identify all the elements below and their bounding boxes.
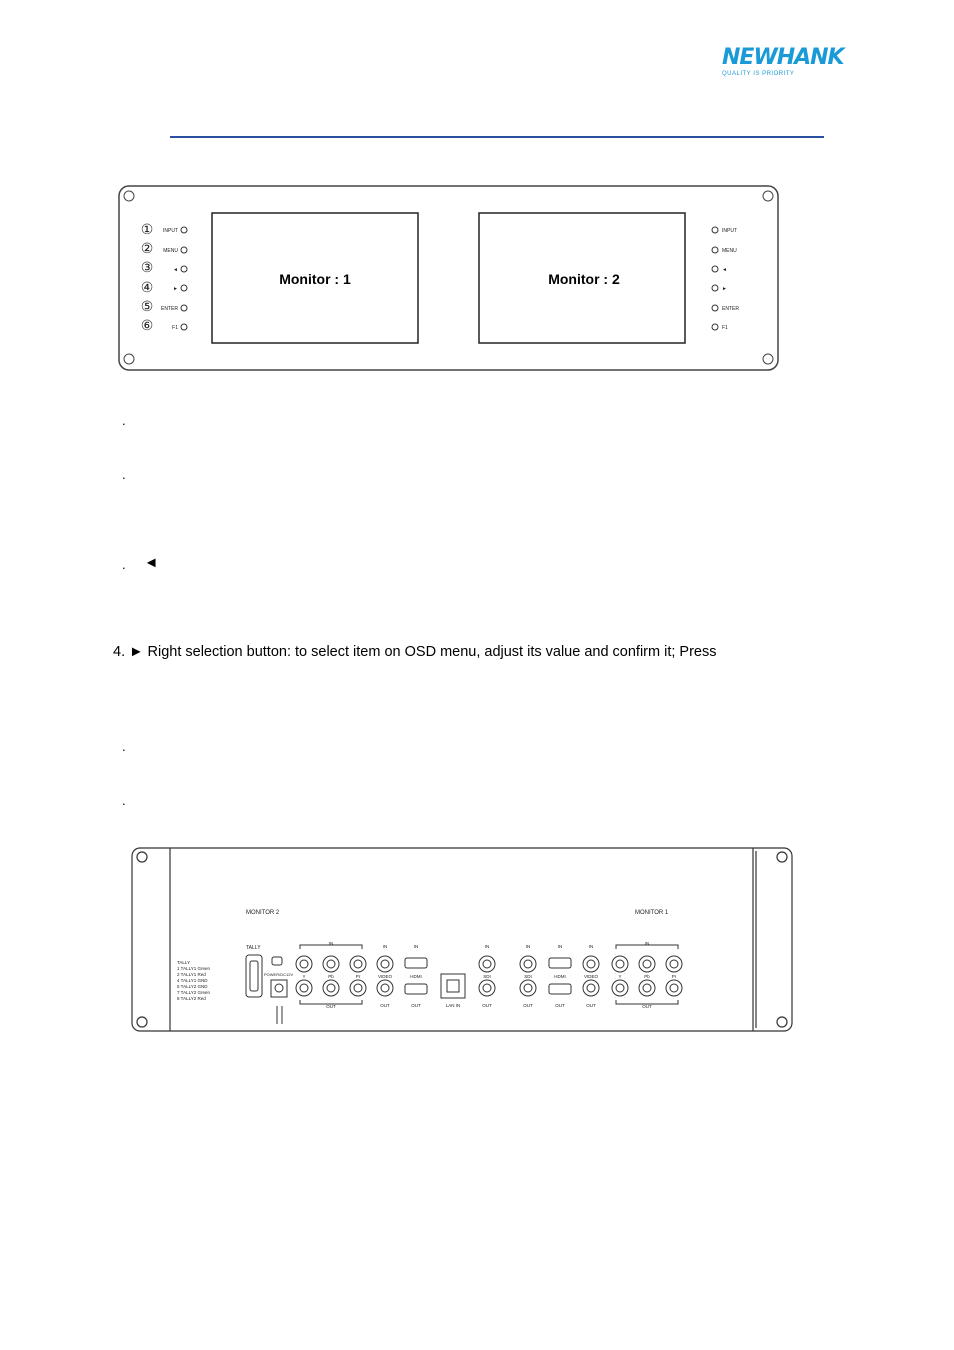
button-label: INPUT: [722, 228, 737, 234]
button-number: ④: [140, 279, 154, 295]
port-label: LAN IN: [445, 1003, 461, 1008]
port-label: OUT: [586, 1003, 596, 1008]
port-label: IN: [382, 944, 388, 949]
hdmi-port: [549, 984, 571, 994]
button-label: F1: [172, 325, 178, 331]
tally-pin: 5 TALLY2 GND: [177, 984, 208, 989]
port-label: IN: [484, 944, 490, 949]
list-item-3-arrow: ◄: [144, 555, 159, 571]
bnc-connector: [639, 956, 655, 972]
port-label: Pb: [644, 974, 650, 979]
rear-panel-outline: [132, 848, 792, 1031]
tally-pin: TALLY: [177, 960, 191, 965]
port-label: IN: [588, 944, 594, 949]
button-label: INPUT: [163, 228, 178, 234]
port-label: OUT: [482, 1003, 492, 1008]
list-item-3-marker: .: [122, 557, 126, 572]
port-label: SDI: [524, 974, 532, 979]
port-label: HDMI: [554, 974, 566, 979]
tally-pin: 7 TALLY2 Green: [177, 990, 211, 995]
list-item-2-marker: .: [122, 467, 126, 482]
button-label: ►: [722, 286, 727, 292]
bnc-connector: [583, 980, 599, 996]
button-label: ►: [173, 286, 178, 292]
bnc-connector: [520, 956, 536, 972]
power-label: POWER/DC12V: [264, 972, 294, 977]
bnc-connector: [639, 980, 655, 996]
button-label: ENTER: [161, 306, 178, 312]
port-label: SDI: [483, 974, 491, 979]
rear-monitor2-label: MONITOR 2: [246, 910, 280, 916]
port-label: IN: [413, 944, 419, 949]
bnc-connector: [350, 980, 366, 996]
port-label: OUT: [555, 1003, 565, 1008]
bnc-connector: [296, 980, 312, 996]
bnc-connector: [479, 980, 495, 996]
port-label: Y: [618, 974, 622, 979]
bnc-connector: [520, 980, 536, 996]
port-label: OUT: [523, 1003, 533, 1008]
button-label: ◄: [173, 267, 178, 273]
tally-pin: 8 TALLY2 Red: [177, 996, 206, 1001]
button-label: F1: [722, 325, 728, 331]
bnc-connector: [666, 956, 682, 972]
port-label: IN: [525, 944, 531, 949]
tally-connector-label: TALLY: [246, 945, 261, 951]
bnc-connector: [479, 956, 495, 972]
monitor1-label: Monitor : 1: [279, 271, 351, 287]
list-item-5-marker: .: [122, 739, 126, 754]
power-connector: [271, 980, 287, 997]
port-label: Pb: [328, 974, 334, 979]
port-label: HDMI: [410, 974, 422, 979]
port-label: OUT: [411, 1003, 421, 1008]
button-number: ③: [140, 259, 154, 275]
monitor2-label: Monitor : 2: [548, 271, 620, 287]
bnc-connector: [666, 980, 682, 996]
mount-hole: [137, 852, 147, 862]
bnc-connector: [296, 956, 312, 972]
tally-pin: 4 TALLY1 GND: [177, 978, 208, 983]
list-item-6-marker: .: [122, 793, 126, 808]
mount-hole: [777, 1017, 787, 1027]
port-label: IN: [644, 941, 650, 946]
bnc-connector: [612, 956, 628, 972]
logo-text: NEWHANK: [722, 45, 844, 70]
mount-hole: [137, 1017, 147, 1027]
port-label: Pr: [355, 974, 361, 979]
button-number: ⑤: [140, 298, 154, 314]
lan-port: [441, 974, 465, 998]
logo-tagline: QUALITY IS PRIORITY: [722, 71, 795, 77]
port-label: VIDEO: [377, 974, 393, 979]
button-label: MENU: [163, 248, 178, 254]
bnc-connector: [377, 980, 393, 996]
bnc-connector: [323, 956, 339, 972]
tally-pin: 1 TALLY1 Green: [177, 966, 211, 971]
button-number: ⑥: [140, 317, 154, 333]
port-label: VIDEO: [583, 974, 599, 979]
port-label: Pr: [671, 974, 677, 979]
button-label: ◄: [722, 267, 727, 273]
usb-port: [272, 957, 282, 965]
port-label: OUT: [326, 1004, 336, 1009]
mount-hole: [777, 852, 787, 862]
button-number: ②: [140, 240, 154, 256]
bnc-connector: [323, 980, 339, 996]
list-item-4-text: 4. ► Right selection button: to select item on OSD menu, adjust its value and confirm it; Press: [113, 644, 717, 660]
tally-pin: 2 TALLY1 Red: [177, 972, 206, 977]
button-label: MENU: [722, 248, 737, 254]
bnc-connector: [583, 956, 599, 972]
button-number: ①: [140, 221, 154, 237]
hdmi-port: [405, 958, 427, 968]
list-item-1-marker: .: [122, 413, 126, 428]
bnc-connector: [350, 956, 366, 972]
rear-monitor1-label: MONITOR 1: [635, 910, 669, 916]
hdmi-port: [549, 958, 571, 968]
port-label: IN: [557, 944, 563, 949]
bnc-connector: [612, 980, 628, 996]
port-label: IN: [328, 941, 334, 946]
bnc-connector: [377, 956, 393, 972]
port-label: OUT: [380, 1003, 390, 1008]
port-label: Y: [302, 974, 306, 979]
button-label: ENTER: [722, 306, 739, 312]
hdmi-port: [405, 984, 427, 994]
port-label: OUT: [642, 1004, 652, 1009]
